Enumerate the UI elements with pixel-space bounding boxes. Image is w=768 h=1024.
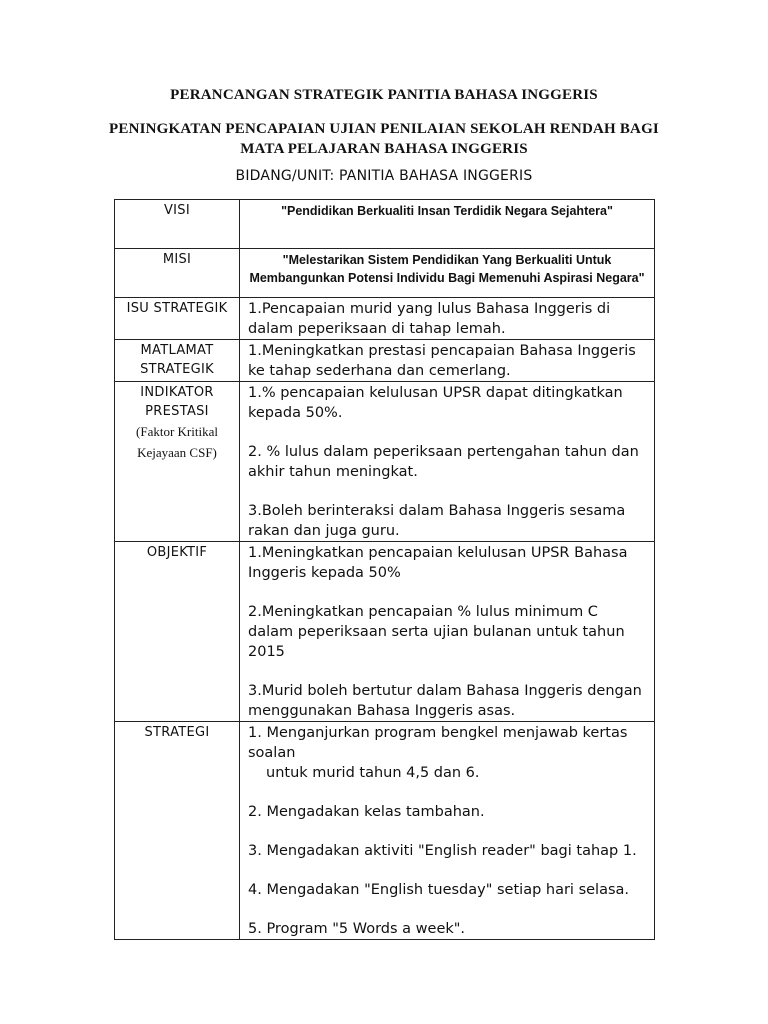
subtitle-line-1: PENINGKATAN PENCAPAIAN UJIAN PENILAIAN SEKOLAH RENDAH BAGI <box>109 121 659 137</box>
label-indikator-line-4: Kejayaan CSF) <box>137 445 217 460</box>
strategi-item-continuation: untuk murid tahun 4,5 dan 6. <box>266 765 480 781</box>
label-indikator-prestasi <box>115 382 240 542</box>
row-strategi <box>115 722 655 940</box>
matlamat-text <box>240 340 655 382</box>
strategi-item: 2. Mengadakan kelas tambahan. <box>248 804 485 820</box>
row-indikator-prestasi <box>115 382 655 542</box>
label-matlamat-line-1: MATLAMAT <box>140 343 214 358</box>
objektif-text <box>240 542 655 722</box>
label-isu-strategik: ISU STRATEGIK <box>115 298 240 340</box>
label-matlamat-line-2: STRATEGIK <box>140 362 214 377</box>
label-visi: VISI <box>115 200 240 249</box>
row-misi <box>115 249 655 298</box>
objektif-item: 2.Meningkatkan pencapaian % lulus minimum C dalam peperiksaan serta ujian bulanan untuk tahun 2015 <box>248 604 625 660</box>
strategi-item: 4. Mengadakan "English tuesday" setiap hari selasa. <box>248 882 630 898</box>
isu-text <box>240 298 655 340</box>
subtitle-line-2: MATA PELAJARAN BAHASA INGGERIS <box>240 141 528 157</box>
visi-text: "Pendidikan Berkualiti Insan Terdidik Negara Sejahtera" <box>240 200 655 249</box>
document-title: PERANCANGAN STRATEGIK PANITIA BAHASA INGGERIS <box>170 87 598 103</box>
label-indikator-line-3: (Faktor Kritikal <box>136 424 218 439</box>
indikator-item: 3.Boleh berinteraksi dalam Bahasa Inggeris sesama rakan dan juga guru. <box>248 503 626 539</box>
label-misi: MISI <box>115 249 240 298</box>
row-isu-strategik <box>115 298 655 340</box>
unit-line: BIDANG/UNIT: PANITIA BAHASA INGGERIS <box>235 168 533 184</box>
indikator-text <box>240 382 655 542</box>
strategi-item: 1. Menganjurkan program bengkel menjawab kertas soalan <box>248 725 628 761</box>
label-indikator-line-1: INDIKATOR <box>140 385 214 400</box>
misi-line-1: "Melestarikan Sistem Pendidikan Yang Berkualiti Untuk <box>282 253 612 267</box>
indikator-item: 1.% pencapaian kelulusan UPSR dapat ditingkatkan kepada 50%. <box>248 385 623 421</box>
objektif-item: 3.Murid boleh bertutur dalam Bahasa Inggeris dengan menggunakan Bahasa Inggeris asas. <box>248 683 642 719</box>
row-matlamat-strategik <box>115 340 655 382</box>
label-indikator-line-2: PRESTASI <box>145 404 209 419</box>
strategi-text <box>240 722 655 940</box>
isu-item: 1.Pencapaian murid yang lulus Bahasa Inggeris di dalam peperiksaan di tahap lemah. <box>248 301 611 337</box>
label-matlamat-strategik <box>115 340 240 382</box>
row-objektif <box>115 542 655 722</box>
row-visi <box>115 200 655 249</box>
indikator-item: 2. % lulus dalam peperiksaan pertengahan tahun dan akhir tahun meningkat. <box>248 444 639 480</box>
label-strategi: STRATEGI <box>115 722 240 940</box>
strategi-item: 3. Mengadakan aktiviti "English reader" bagi tahap 1. <box>248 843 637 859</box>
objektif-item: 1.Meningkatkan pencapaian kelulusan UPSR Bahasa Inggeris kepada 50% <box>248 545 628 581</box>
strategic-plan-table <box>114 199 655 940</box>
document-subtitle <box>0 119 768 159</box>
misi-line-2: Membangunkan Potensi Individu Bagi Memenuhi Aspirasi Negara" <box>249 271 645 285</box>
label-objektif: OBJEKTIF <box>115 542 240 722</box>
matlamat-item: 1.Meningkatkan prestasi pencapaian Bahasa Inggeris ke tahap sederhana dan cemerlang. <box>248 343 636 379</box>
strategi-item: 5. Program "5 Words a week". <box>248 921 466 937</box>
misi-text <box>240 249 655 298</box>
